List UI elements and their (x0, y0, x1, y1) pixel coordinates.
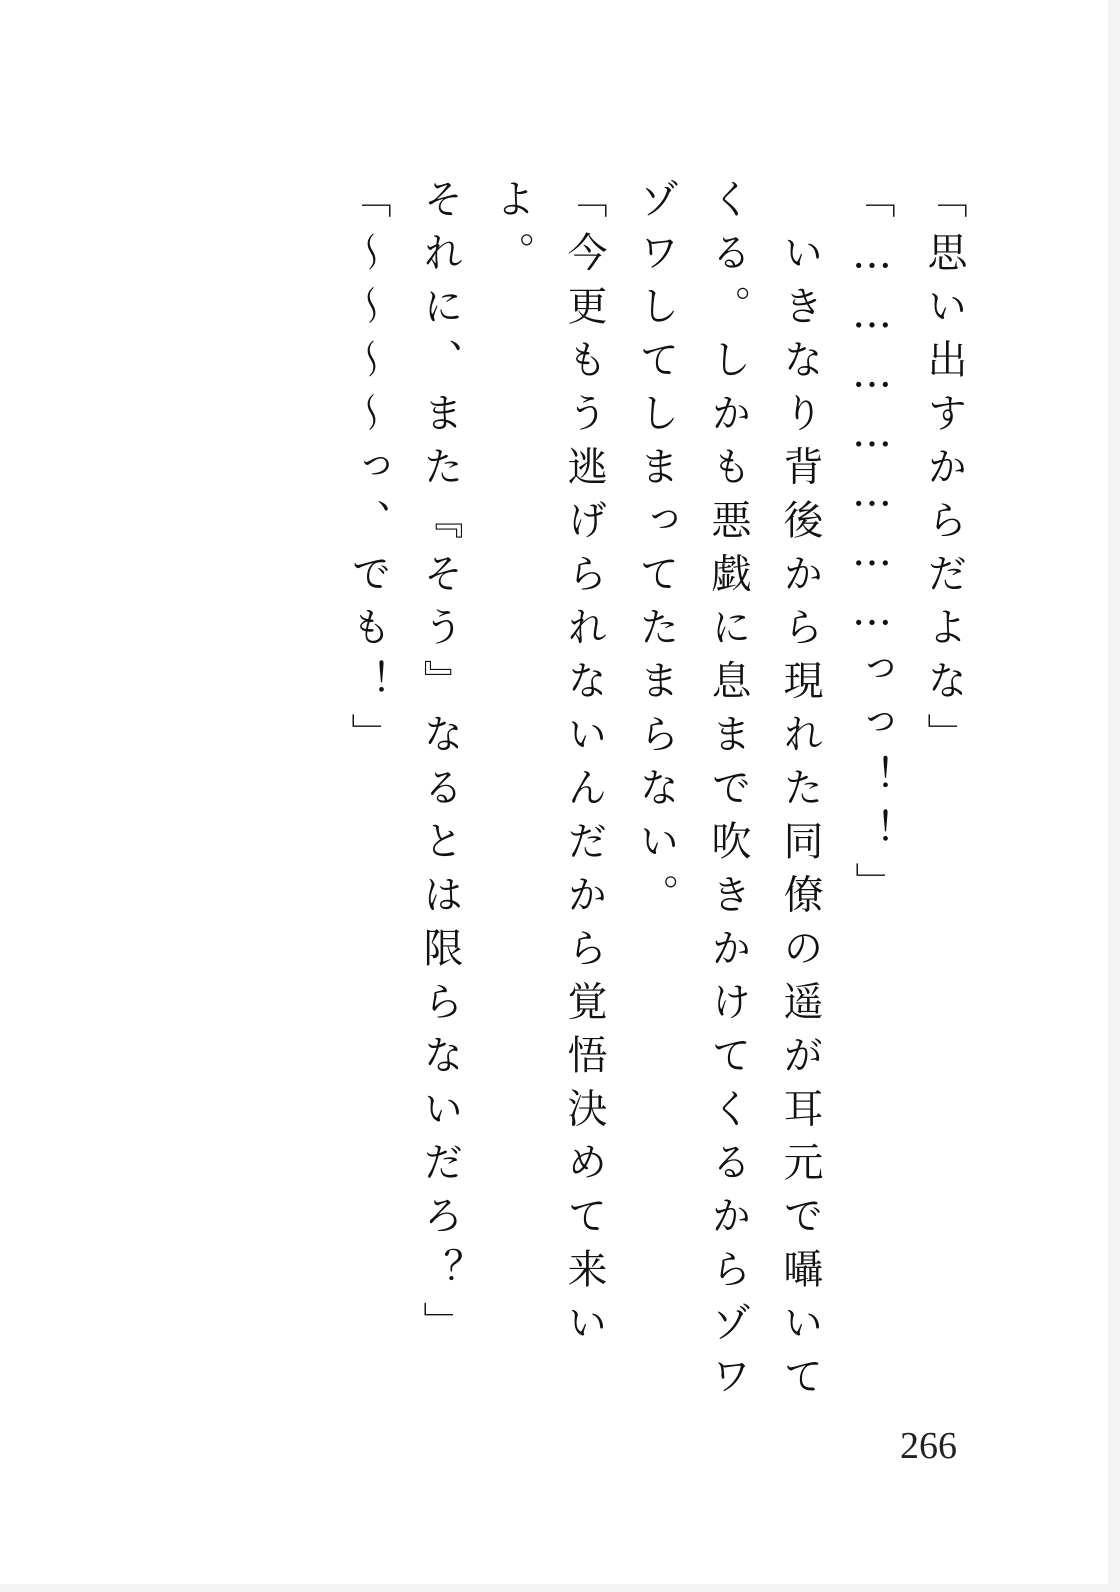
text-line: 「今更もう逃げられないんだから覚悟決めて来いよ。 (489, 178, 607, 1355)
text-line: いきなり背後から現れた同僚の遥が耳元で囁いて (777, 178, 823, 1409)
text-line: 「…………………っっ！！」 (849, 178, 895, 916)
text-line: それに、また『そう』なるとは限らないだろ？」 (417, 178, 463, 1355)
text-line: ゾワしてしまってたまらない。 (633, 178, 679, 927)
text-line: 「思い出すからだよな」 (921, 178, 967, 767)
page-number: 266 (900, 1425, 957, 1467)
text-line: くる。しかも悪戯に息まで吹きかけてくるからゾワ (705, 178, 751, 1409)
vertical-text-block (290, 178, 980, 1418)
text-line: 「〜〜〜〜っ、でも！」 (345, 178, 391, 767)
